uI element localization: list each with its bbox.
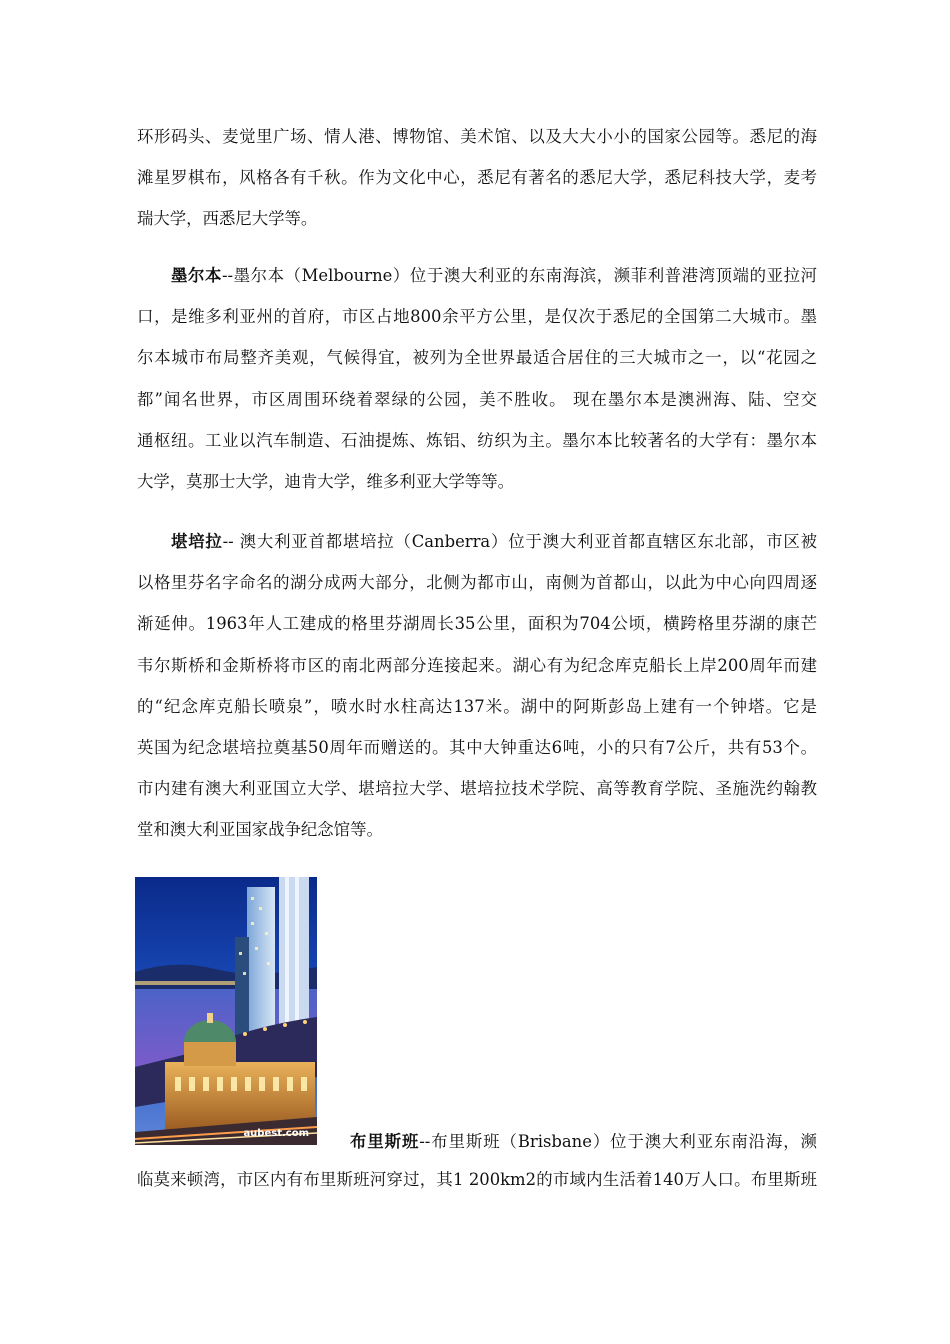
melbourne-line-3: 尔本城市布局整齐美观，气候得宜，被列为全世界最适合居住的三大城市之一，以“花园之 bbox=[137, 348, 817, 368]
photo-watermark: aubest.com bbox=[243, 1128, 309, 1139]
melbourne-line-5: 通枢纽。工业以汽车制造、石油提炼、炼铝、纺织为主。墨尔本比较著名的大学有：墨尔本 bbox=[137, 430, 817, 450]
sydney-line-3: 瑞大学，西悉尼大学等。 bbox=[137, 209, 318, 229]
canberra-line-8: 堂和澳大利亚国家战争纪念馆等。 bbox=[137, 820, 383, 840]
brisbane-line-2: 临莫来顿湾，市区内有布里斯班河穿过，其1 200km2的市域内生活着140万人口。布里斯班 bbox=[137, 1170, 817, 1189]
brisbane-paragraph bbox=[137, 1159, 817, 1200]
melbourne-first-line bbox=[137, 255, 817, 296]
brisbane-night-photo bbox=[135, 877, 317, 1145]
canberra-paragraph bbox=[137, 521, 817, 851]
brisbane-term: 布里斯班 bbox=[350, 1132, 420, 1151]
canberra-first-line-text: -- 澳大利亚首都堪培拉（Canberra）位于澳大利亚首都直辖区东北部，市区被 bbox=[222, 532, 817, 551]
canberra-line-2: 以格里芬名字命名的湖分成两大部分，北侧为都市山，南侧为首都山，以此为中心向四周逐 bbox=[137, 573, 817, 593]
melbourne-term: 墨尔本 bbox=[171, 266, 222, 285]
canberra-term: 堪培拉 bbox=[171, 532, 223, 551]
brisbane-first-line-text: --布里斯班（Brisbane）位于澳大利亚东南沿海，濒 bbox=[419, 1132, 817, 1151]
canberra-first-line bbox=[137, 521, 817, 562]
melbourne-first-line-text: --墨尔本（Melbourne）位于澳大利亚的东南海滨，濒菲利普港湾顶端的亚拉河 bbox=[221, 266, 817, 285]
canberra-line-7: 市内建有澳大利亚国立大学、堪培拉大学、堪培拉技术学院、高等教育学院、圣施洗约翰教 bbox=[137, 779, 817, 799]
sydney-paragraph bbox=[137, 116, 817, 240]
melbourne-line-6: 大学，莫那士大学，迪肯大学，维多利亚大学等等。 bbox=[137, 471, 514, 491]
melbourne-paragraph bbox=[137, 255, 817, 502]
sydney-line-1: 环形码头、麦觉里广场、情人港、博物馆、美术馆、以及大大小小的国家公园等。悉尼的海 bbox=[137, 127, 817, 146]
canberra-line-3: 渐延伸。1963年人工建成的格里芬湖周长35公里，面积为704公顷，横跨格里芬湖的康芒 bbox=[137, 614, 817, 634]
canberra-line-4: 韦尔斯桥和金斯桥将市区的南北两部分连接起来。湖心有为纪念库克船长上岸200周年而建 bbox=[137, 655, 817, 675]
brisbane-first-line bbox=[350, 1121, 817, 1162]
melbourne-line-4: 都”闻名世界，市区周围环绕着翠绿的公园，美不胜收。 现在墨尔本是澳洲海、陆、空交 bbox=[137, 389, 817, 409]
sydney-line-2: 滩星罗棋布，风格各有千秋。作为文化中心，悉尼有著名的悉尼大学，悉尼科技大学，麦考 bbox=[137, 168, 817, 188]
melbourne-line-2: 口，是维多利亚州的首府，市区占地800余平方公里，是仅次于悉尼的全国第二大城市。墨 bbox=[137, 307, 817, 327]
canberra-line-6: 英国为纪念堪培拉奠基50周年而赠送的。其中大钟重达6吨，小的只有7公斤，共有53个。 bbox=[137, 737, 817, 757]
canberra-line-5: 的“纪念库克船长喷泉”，喷水时水柱高达137米。湖中的阿斯彭岛上建有一个钟塔。它是 bbox=[137, 696, 817, 716]
